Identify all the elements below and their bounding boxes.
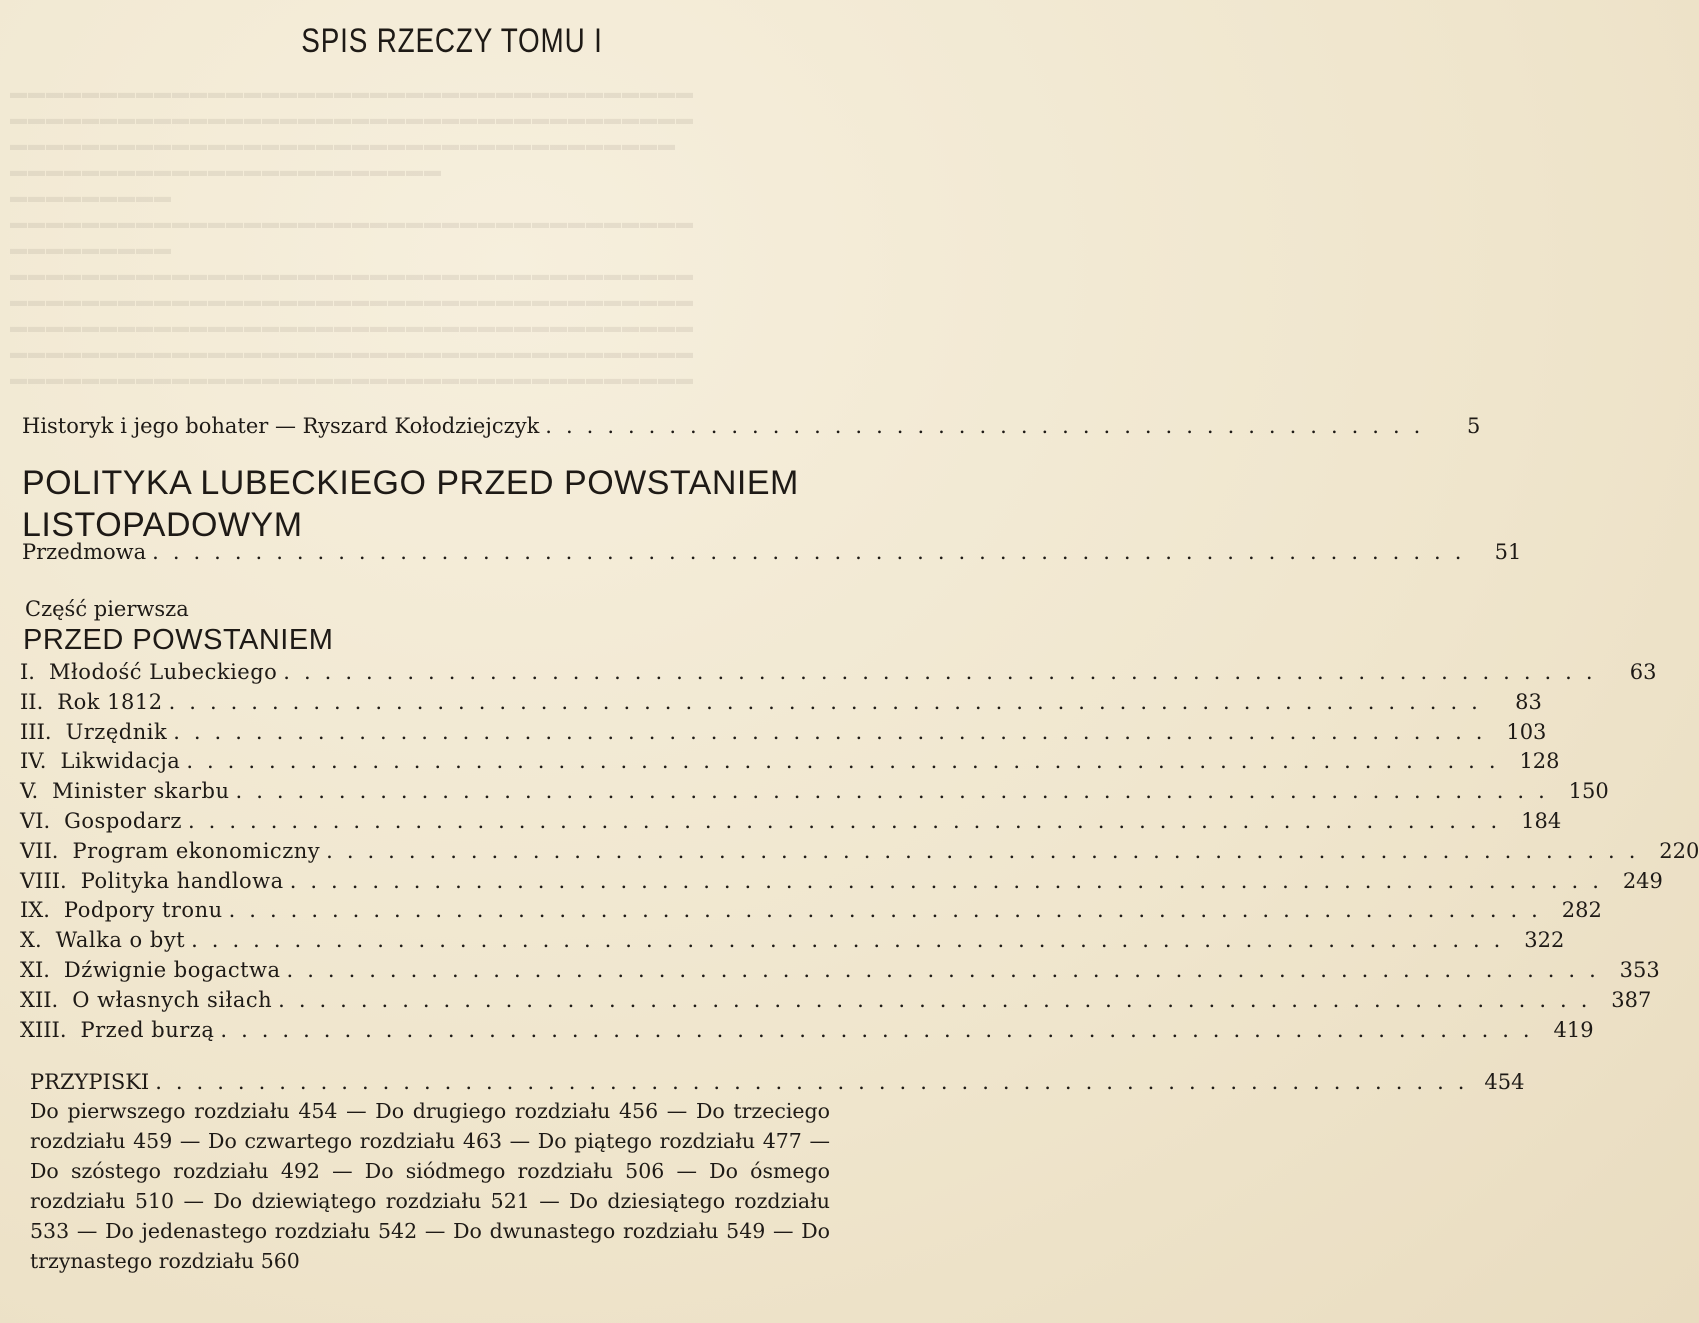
dot-leader: ................................................................ bbox=[326, 838, 1650, 863]
dot-leader: ................................................................ bbox=[286, 958, 1610, 982]
dot-leader: ................................................................ bbox=[278, 987, 1602, 1012]
chapter-entry[interactable] bbox=[20, 898, 1602, 923]
chapter-title: Program ekonomiczny bbox=[72, 838, 321, 863]
bleed-through-texture: ▬▬▬▬▬▬▬▬▬▬▬▬▬▬▬▬▬▬▬▬▬▬▬▬▬▬▬▬▬▬▬▬▬▬▬▬▬▬ ▬▬▬▬▬▬▬▬▬▬▬▬▬▬▬▬▬▬▬▬▬▬▬▬▬▬▬▬▬▬▬▬▬▬▬▬▬▬ ▬▬▬▬▬▬▬▬▬▬▬▬▬▬▬▬▬▬▬▬▬▬▬▬▬▬▬▬▬▬▬▬▬▬▬▬▬ ▬▬▬▬▬▬▬▬▬▬▬▬▬▬▬▬▬▬▬▬▬▬▬▬ ▬▬▬▬▬▬▬▬▬ ▬▬▬▬▬▬▬▬▬▬▬▬▬▬▬▬▬▬▬▬▬▬▬▬▬▬▬▬▬▬▬▬▬▬▬▬▬▬ ▬▬▬▬▬▬▬▬▬ ▬▬▬▬▬▬▬▬▬▬▬▬▬▬▬▬▬▬▬▬▬▬▬▬▬▬▬▬▬▬▬▬▬▬▬▬▬▬ ▬▬▬▬▬▬▬▬▬▬▬▬▬▬▬▬▬▬▬▬▬▬▬▬▬▬▬▬▬▬▬▬▬▬▬▬▬▬ ▬▬▬▬▬▬▬▬▬▬▬▬▬▬▬▬▬▬▬▬▬▬▬▬▬▬▬▬▬▬▬▬▬▬▬▬▬▬ ▬▬▬▬▬▬▬▬▬▬▬▬▬▬▬▬▬▬▬▬▬▬▬▬▬▬▬▬▬▬▬▬▬▬▬▬▬▬ ▬▬▬▬▬▬▬▬▬▬▬▬▬▬▬▬▬▬▬▬▬▬▬▬▬▬▬▬▬▬▬▬▬▬▬▬▬▬ bbox=[10, 83, 694, 388]
chapter-title: Polityka handlowa bbox=[80, 868, 284, 893]
chapter-number: VII. bbox=[20, 838, 59, 863]
chapter-number: IV. bbox=[20, 749, 47, 774]
chapter-page-number: 419 bbox=[1553, 1017, 1594, 1042]
part-title: PRZED POWSTANIEM bbox=[23, 624, 334, 656]
chapter-page-number: 128 bbox=[1519, 749, 1560, 774]
dot-leader: ................................................................ bbox=[283, 660, 1607, 684]
chapter-entry[interactable] bbox=[20, 719, 1547, 744]
footnotes-entry[interactable] bbox=[30, 1070, 1525, 1094]
dot-leader: ................................................................ bbox=[188, 809, 1512, 833]
intro-entry[interactable] bbox=[22, 414, 1481, 438]
chapter-number: XII. bbox=[20, 987, 59, 1012]
chapter-title: Urzędnik bbox=[65, 719, 168, 744]
chapter-title: Młodość Lubeckiego bbox=[48, 660, 278, 684]
chapter-title: Likwidacja bbox=[60, 749, 181, 774]
chapter-page-number: 322 bbox=[1524, 928, 1565, 953]
chapter-entry[interactable] bbox=[20, 987, 1652, 1012]
dot-leader: ................................................................ bbox=[191, 928, 1515, 953]
dot-leader: ........................................... bbox=[545, 414, 1435, 438]
dot-leader: ................................................................ bbox=[152, 540, 1476, 564]
chapter-number: IX. bbox=[20, 898, 50, 923]
chapter-number: XIII. bbox=[20, 1017, 67, 1042]
book-title-line2: LISTOPADOWYM bbox=[22, 506, 303, 544]
chapter-entry[interactable] bbox=[20, 809, 1562, 833]
chapter-entry[interactable] bbox=[20, 868, 1663, 893]
chapter-title: Rok 1812 bbox=[57, 689, 163, 714]
chapter-entry[interactable] bbox=[20, 928, 1565, 953]
chapter-entry[interactable] bbox=[20, 660, 1657, 684]
footnotes-label: PRZYPISKI bbox=[30, 1070, 150, 1094]
dot-leader: ................................................................ bbox=[168, 689, 1492, 714]
dot-leader: ................................................................ bbox=[235, 779, 1559, 804]
chapter-entry[interactable] bbox=[20, 749, 1560, 774]
chapter-entry[interactable] bbox=[20, 779, 1609, 804]
dot-leader: ................................................................ bbox=[289, 868, 1613, 893]
chapter-number: III. bbox=[20, 719, 52, 744]
chapter-page-number: 353 bbox=[1619, 958, 1660, 982]
dot-leader: ................................................................ bbox=[228, 898, 1552, 923]
page-title: SPIS RZECZY TOMU I bbox=[301, 22, 603, 60]
chapter-entry[interactable] bbox=[20, 838, 1699, 863]
footnotes-detail: Do pierwszego rozdziału 454 — Do drugiego rozdziału 456 — Do trzeciego rozdziału 459 — Do czwartego rozdziału 463 — Do piątego rozdziału 477 — Do szóstego rozdziału 492 — Do siódmego rozdziału 506 — Do ósmego rozdziału 510 — Do dziewiątego rozdziału 521 — Do dziesiątego rozdziału 533 — Do jedenastego rozdziału 542 — Do dwunastego rozdziału 549 — Do trzynastego rozdziału 560 bbox=[30, 1099, 830, 1273]
chapter-entry[interactable] bbox=[20, 958, 1660, 982]
chapter-page-number: 387 bbox=[1611, 987, 1652, 1012]
chapter-title: Dźwignie bogactwa bbox=[63, 958, 281, 982]
book-title-line1: POLITYKA LUBECKIEGO PRZED POWSTANIEM bbox=[22, 464, 799, 502]
chapter-title: Podpory tronu bbox=[63, 898, 223, 923]
chapter-number: VI. bbox=[20, 809, 51, 833]
chapter-title: Gospodarz bbox=[64, 809, 182, 833]
chapter-page-number: 220 bbox=[1659, 838, 1699, 863]
dot-leader: ................................................................ bbox=[186, 749, 1510, 774]
intro-page-number: 5 bbox=[1466, 414, 1481, 438]
chapter-number: V. bbox=[20, 779, 39, 804]
chapter-page-number: 184 bbox=[1521, 809, 1562, 833]
chapter-number: II. bbox=[20, 689, 44, 714]
chapter-title: Przed burzą bbox=[80, 1017, 215, 1042]
chapter-number: VIII. bbox=[20, 868, 67, 893]
chapter-page-number: 83 bbox=[1515, 689, 1542, 714]
preface-label: Przedmowa bbox=[22, 540, 147, 564]
chapter-number: I. bbox=[20, 660, 35, 684]
dot-leader: ................................................................ bbox=[173, 719, 1497, 744]
dot-leader: ................................................................ bbox=[155, 1070, 1479, 1094]
chapter-page-number: 282 bbox=[1561, 898, 1602, 923]
chapter-title: O własnych siłach bbox=[72, 987, 273, 1012]
preface-entry[interactable] bbox=[22, 540, 1522, 564]
chapter-number: XI. bbox=[20, 958, 50, 982]
intro-label: Historyk i jego bohater — Ryszard Kołodziejczyk bbox=[22, 414, 540, 438]
chapter-entry[interactable] bbox=[20, 689, 1542, 714]
dot-leader: ................................................................ bbox=[220, 1017, 1544, 1042]
chapter-page-number: 63 bbox=[1629, 660, 1657, 684]
chapter-number: X. bbox=[20, 928, 42, 953]
chapter-title: Minister skarbu bbox=[52, 779, 230, 804]
chapter-page-number: 103 bbox=[1506, 719, 1547, 744]
chapter-entry[interactable] bbox=[20, 1017, 1594, 1042]
footnotes-page-number: 454 bbox=[1484, 1070, 1525, 1094]
chapter-page-number: 150 bbox=[1568, 779, 1609, 804]
chapter-title: Walka o byt bbox=[55, 928, 186, 953]
part-label: Część pierwsza bbox=[25, 597, 189, 621]
preface-page-number: 51 bbox=[1494, 540, 1522, 564]
chapter-page-number: 249 bbox=[1622, 868, 1663, 893]
